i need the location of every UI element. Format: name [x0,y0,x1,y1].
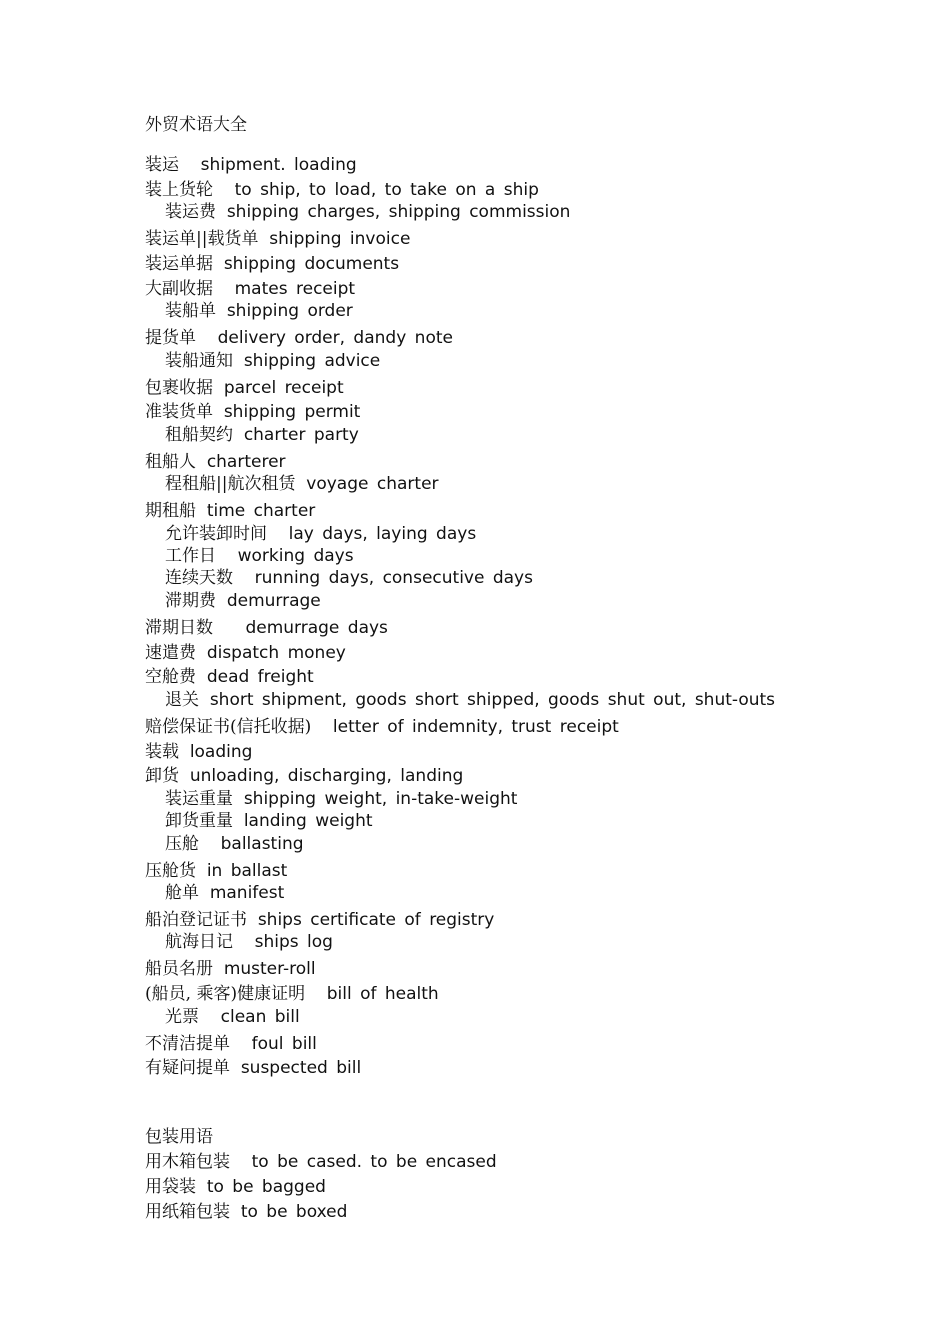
term-separator [196,643,207,663]
term-english: ships log [254,932,333,953]
term-chinese: 船泊登记证书 [145,910,247,930]
term-row [145,376,344,400]
term-english: letter of indemnity, trust receipt [332,716,619,737]
term-separator [233,568,255,588]
term-row [145,957,316,981]
term-row [145,764,463,788]
term-chinese: 航海日记 [165,932,233,953]
term-english: landing weight [243,811,373,832]
term-chinese: 压舱货 [145,860,196,881]
term-row [145,1200,347,1224]
term-chinese: 装船通知 [165,350,233,371]
term-chinese: 装运单||载货单 [145,229,259,250]
term-row [145,665,314,689]
term-english: shipping advice [243,350,381,371]
term-english: to be cased. to be encased [251,1152,497,1172]
term-row [145,450,286,474]
term-chinese: 装运费 [165,202,216,223]
term-row [145,277,355,301]
term-separator [179,155,201,175]
term-separator [199,883,210,903]
term-english: clean bill [220,1006,300,1027]
term-separator [199,834,221,854]
term-english: short shipment, goods short shipped, goods shut out, shut-outs [209,689,776,710]
term-row [145,1056,361,1080]
term-chinese: 压舱 [165,833,199,854]
term-row [145,178,539,202]
term-separator [196,501,207,521]
term-english: demurrage days [245,617,388,638]
term-english: shipping weight, in-take-weight [243,788,518,809]
term-chinese: 工作日 [165,546,216,566]
term-separator [199,690,210,710]
term-separator [216,301,227,321]
term-row [165,881,284,905]
term-row [145,326,453,350]
term-row [165,787,517,811]
term-english: to be boxed [240,1201,348,1222]
term-row [145,1175,326,1199]
term-chinese: 允许装卸时间 [165,523,267,544]
term-row [145,1032,317,1056]
term-english: bill of health [326,984,439,1005]
term-chinese: 装上货轮 [145,179,213,200]
term-english: loading [189,741,253,762]
term-chinese: 准装货单 [145,402,213,423]
term-english: running days, consecutive days [254,568,533,589]
term-english: unloading, discharging, landing [189,766,464,787]
term-english: charterer [206,451,286,472]
term-row [145,982,439,1006]
term-separator [233,351,244,371]
term-english: shipping permit [223,402,361,423]
term-english: shipping invoice [269,229,411,250]
term-row [145,400,360,424]
document-title: 外贸术语大全 [145,115,247,135]
term-english: manifest [209,883,285,903]
term-separator [233,425,244,445]
term-separator [199,1007,221,1027]
term-row [165,423,359,447]
term-chinese: 租船人 [145,451,196,472]
term-chinese: 赔偿保证书(信托收据) [145,716,312,737]
term-chinese: 舱单 [165,883,199,903]
term-chinese: 连续天数 [165,568,233,589]
term-chinese: 装运 [145,155,179,175]
term-chinese: 用袋装 [145,1176,196,1197]
term-chinese: 装载 [145,741,179,762]
packing-section-title: 包装用语 [145,1127,213,1147]
term-english: demurrage [226,590,321,611]
term-english: muster-roll [223,959,316,980]
term-row [145,908,494,932]
term-english: foul bill [251,1033,317,1054]
term-chinese: 提货单 [145,328,196,349]
term-row [145,499,315,523]
term-english: dispatch money [206,642,346,663]
term-separator [213,254,224,274]
term-chinese: (船员, 乘客)健康证明 [145,984,306,1005]
term-english: working days [237,546,354,566]
term-separator [305,984,327,1004]
term-english: delivery order, dandy note [217,328,453,349]
term-separator [311,717,333,737]
term-row [145,715,619,739]
term-chinese: 卸货重量 [165,811,233,832]
term-chinese: 装运重量 [165,788,233,809]
term-chinese: 包裹收据 [145,377,213,398]
term-chinese: 退关 [165,689,199,710]
term-row [165,832,304,856]
term-separator [196,1177,207,1197]
term-separator [230,1058,241,1078]
term-chinese: 船员名册 [145,959,213,980]
term-separator [196,452,207,472]
term-chinese: 用木箱包装 [145,1152,230,1172]
term-separator [233,811,244,831]
term-separator [230,1034,252,1054]
term-chinese: 有疑问提单 [145,1058,230,1079]
term-separator [233,932,255,952]
term-separator [230,1152,252,1172]
term-chinese: 空舱费 [145,667,196,688]
term-separator [230,1202,241,1222]
term-row [165,566,533,590]
term-separator [213,618,245,638]
term-separator [267,524,289,544]
term-chinese: 光票 [165,1006,199,1027]
term-english: suspected bill [240,1058,362,1079]
term-english: dead freight [206,667,314,688]
term-english: to be bagged [206,1176,326,1197]
term-english: charter party [243,424,359,445]
term-row [145,1150,497,1174]
term-row [165,522,476,546]
term-chinese: 程租船||航次租赁 [165,474,296,495]
term-separator [216,591,227,611]
term-separator [213,402,224,422]
term-english: mates receipt [234,278,356,299]
term-english: lay days, laying days [288,523,477,544]
term-english: shipping charges, shipping commission [226,202,571,223]
term-english: ballasting [220,833,304,854]
term-row [145,252,399,276]
term-english: shipment. loading [200,155,357,175]
term-separator [295,474,306,494]
term-separator [213,180,235,200]
term-chinese: 装船单 [165,301,216,322]
term-row [165,930,333,954]
term-separator [213,279,235,299]
term-english: shipping documents [223,254,400,274]
term-row [165,809,373,833]
term-row [145,641,346,665]
term-row [145,153,357,177]
term-chinese: 速遣费 [145,642,196,663]
term-english: shipping order [226,301,353,322]
term-english: to ship, to load, to take on a ship [234,179,539,200]
term-separator [213,378,224,398]
term-separator [247,910,258,930]
term-chinese: 不清洁提单 [145,1033,230,1054]
term-row [165,544,354,568]
term-chinese: 用纸箱包装 [145,1201,230,1222]
term-english: time charter [206,501,316,522]
term-english: in ballast [206,860,288,881]
term-chinese: 滞期日数 [145,617,213,638]
term-row [145,616,388,640]
term-separator [216,546,238,566]
term-english: voyage charter [306,474,439,495]
term-chinese: 期租船 [145,501,196,522]
term-separator [179,766,190,786]
term-chinese: 装运单据 [145,254,213,274]
term-chinese: 大副收据 [145,278,213,299]
term-separator [196,667,207,687]
term-english: parcel receipt [223,377,344,398]
term-separator [179,742,190,762]
term-row [165,1005,300,1029]
term-row [165,299,353,323]
term-english: ships certificate of registry [257,910,495,930]
term-chinese: 卸货 [145,766,179,787]
term-chinese: 租船契约 [165,424,233,445]
term-separator [196,861,207,881]
term-separator [196,328,218,348]
term-row [145,740,252,764]
term-separator [233,789,244,809]
term-row [165,589,321,613]
term-row [165,200,570,224]
term-chinese: 滞期费 [165,590,216,611]
term-separator [216,202,227,222]
term-row [145,859,287,883]
term-row [165,688,775,712]
term-row [165,472,439,496]
term-row [145,227,410,251]
term-separator [213,959,224,979]
term-separator [258,229,269,249]
term-row [165,349,380,373]
